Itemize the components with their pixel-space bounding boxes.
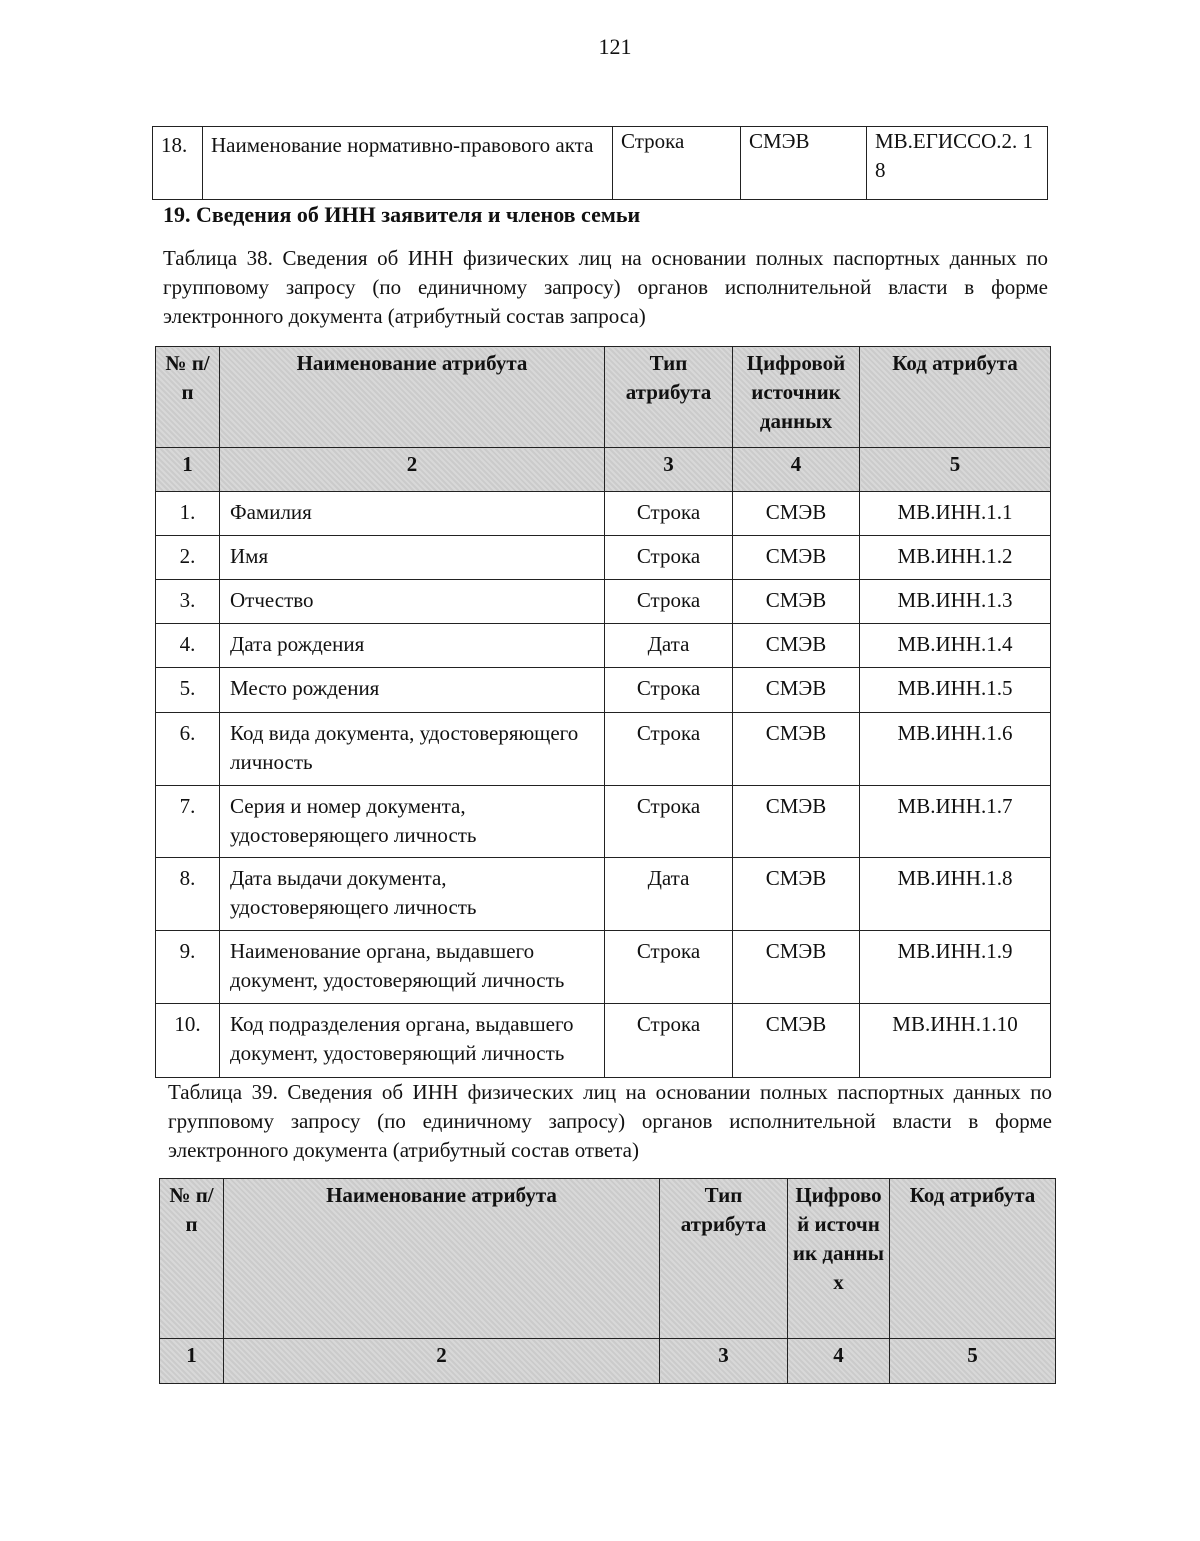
data-source: СМЭВ [733,492,860,536]
header-name: Наименование атрибута [224,1179,660,1339]
table-row [156,536,1051,580]
attribute-type: Строка [605,492,733,536]
attribute-code: МВ.ЕГИССО.2. 18 [867,127,1048,200]
table-row [153,127,1048,200]
table38 [155,346,1051,1078]
page-number: 121 [598,34,632,59]
table39 [159,1178,1056,1384]
column-number: 1 [160,1339,224,1384]
attribute-name: Наименование органа, выдавшего документ, удостоверяющий личность [220,931,605,1004]
table39-caption: Таблица 39. Сведения об ИНН физических лиц на основании полных паспортных данных по групповому запросу (по единичному запросу) органов исполнительной власти в форме электронного документа (атрибутный состав ответа) [168,1080,1052,1162]
header-type: Тип атрибута [660,1179,788,1339]
table-header-row [156,347,1051,448]
data-source: СМЭВ [733,1004,860,1078]
row-number: 10. [156,1004,220,1078]
table-row [156,668,1051,713]
attribute-code: МВ.ИНН.1.8 [860,858,1051,931]
attribute-name: Отчество [220,580,605,624]
attribute-type: Строка [605,536,733,580]
table38-caption: Таблица 38. Сведения об ИНН физических лиц на основании полных паспортных данных по групповому запросу (по единичному запросу) органов исполнительной власти в форме электронного документа (атрибутный состав запроса) [163,246,1048,328]
header-code: Код атрибута [860,347,1051,448]
column-number: 5 [860,448,1051,492]
header-source: Цифровой источник данных [788,1179,890,1339]
column-number: 3 [605,448,733,492]
attribute-code: МВ.ИНН.1.6 [860,713,1051,786]
attribute-type: Строка [605,713,733,786]
attribute-name: Имя [220,536,605,580]
row-number: 5. [156,668,220,713]
column-number: 2 [220,448,605,492]
column-number: 4 [788,1339,890,1384]
row-number: 9. [156,931,220,1004]
header-source: Цифровой источник данных [733,347,860,448]
row-number: 2. [156,536,220,580]
attribute-name: Дата выдачи документа, удостоверяющего личность [220,858,605,931]
attribute-code: МВ.ИНН.1.9 [860,931,1051,1004]
column-number: 5 [890,1339,1056,1384]
table-row [156,858,1051,931]
attribute-type: Строка [605,931,733,1004]
data-source: СМЭВ [741,127,867,200]
attribute-name: Место рождения [220,668,605,713]
row-number: 6. [156,713,220,786]
row-number: 4. [156,624,220,668]
data-source: СМЭВ [733,713,860,786]
attribute-name: Код вида документа, удостоверяющего личность [220,713,605,786]
attribute-type: Дата [605,624,733,668]
column-number: 2 [224,1339,660,1384]
table-row [156,931,1051,1004]
data-source: СМЭВ [733,624,860,668]
attribute-code: МВ.ИНН.1.2 [860,536,1051,580]
attribute-name: Наименование нормативно-правового акта [203,127,613,200]
attribute-type: Дата [605,858,733,931]
table-header-row [160,1179,1056,1339]
attribute-code: МВ.ИНН.1.5 [860,668,1051,713]
header-code: Код атрибута [890,1179,1056,1339]
data-source: СМЭВ [733,931,860,1004]
attribute-type: Строка [605,580,733,624]
attribute-type: Строка [605,668,733,713]
row-number: 3. [156,580,220,624]
data-source: СМЭВ [733,858,860,931]
attribute-name: Код подразделения органа, выдавшего документ, удостоверяющий личность [220,1004,605,1078]
table-row [156,713,1051,786]
attribute-type: Строка [605,786,733,858]
table-row [156,1004,1051,1078]
table-row [156,786,1051,858]
header-number: № п/п [160,1179,224,1339]
column-number-row [156,448,1051,492]
row-number: 8. [156,858,220,931]
attribute-code: МВ.ИНН.1.1 [860,492,1051,536]
attribute-type: Строка [605,1004,733,1078]
table-row [156,492,1051,536]
header-number: № п/п [156,347,220,448]
column-number: 3 [660,1339,788,1384]
column-number-row [160,1339,1056,1384]
column-number: 1 [156,448,220,492]
attribute-code: МВ.ИНН.1.4 [860,624,1051,668]
attribute-code: МВ.ИНН.1.10 [860,1004,1051,1078]
attribute-code: МВ.ИНН.1.7 [860,786,1051,858]
attribute-name: Серия и номер документа, удостоверяющего личность [220,786,605,858]
data-source: СМЭВ [733,536,860,580]
continuation-table [152,126,1048,200]
row-number: 1. [156,492,220,536]
attribute-name: Дата рождения [220,624,605,668]
attribute-type: Строка [613,127,741,200]
header-type: Тип атрибута [605,347,733,448]
data-source: СМЭВ [733,580,860,624]
attribute-name: Фамилия [220,492,605,536]
header-name: Наименование атрибута [220,347,605,448]
row-number: 7. [156,786,220,858]
attribute-code: МВ.ИНН.1.3 [860,580,1051,624]
section-heading: 19. Сведения об ИНН заявителя и членов семьи [163,202,641,227]
table-row [156,580,1051,624]
data-source: СМЭВ [733,786,860,858]
row-number: 18. [153,127,203,200]
column-number: 4 [733,448,860,492]
data-source: СМЭВ [733,668,860,713]
table-row [156,624,1051,668]
